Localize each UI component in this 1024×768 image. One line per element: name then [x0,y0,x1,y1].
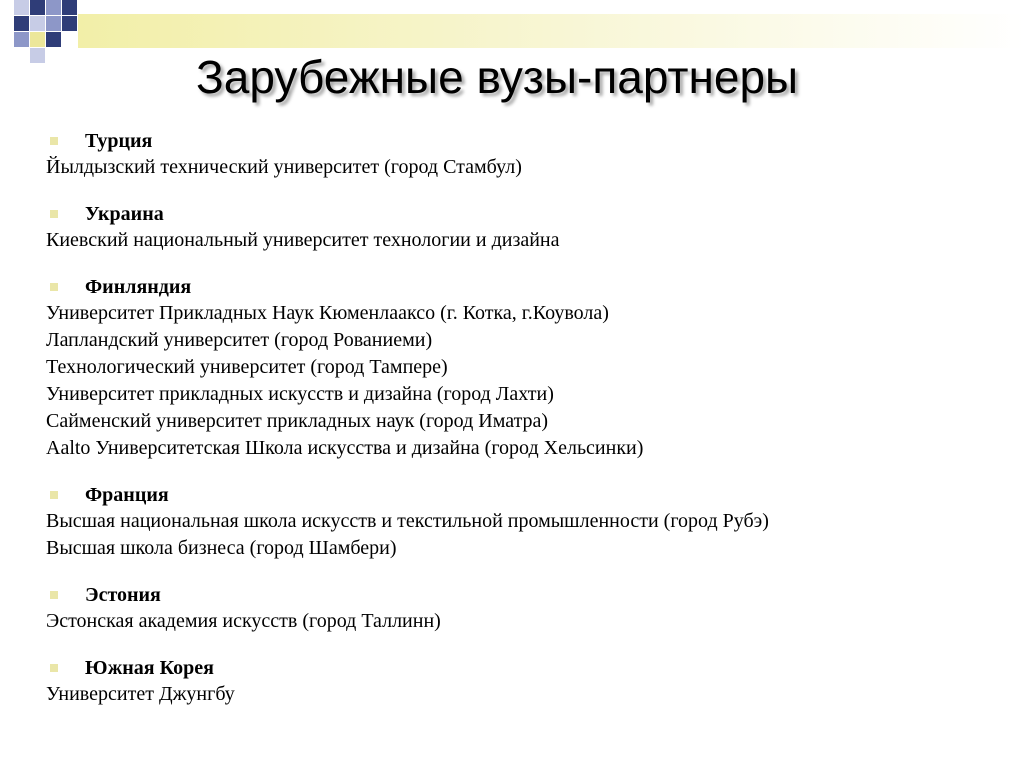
university-item: Лапландский университет (город Рованиеми) [46,329,433,351]
bullet-icon [50,283,58,291]
university-item: Йылдызский технический университет (город Стамбул) [46,156,522,178]
university-item: Университет прикладных искусств и дизайна (город Лахти) [46,383,554,405]
country-name: Финляндия [85,276,192,298]
country-name: Турция [85,130,153,152]
partner-list [46,128,1006,728]
section-ukraine [46,201,1006,254]
country-name: Эстония [85,584,161,606]
university-item: Высшая национальная школа искусств и текстильной промышленности (город Рубэ) [46,510,769,532]
university-item: Высшая школа бизнеса (город Шамбери) [46,537,397,559]
country-heading [46,274,1006,300]
university-item: Эстонская академия искусств (город Таллинн) [46,610,441,632]
bullet-icon [50,591,58,599]
bullet-icon [50,210,58,218]
country-name: Франция [85,484,169,506]
country-heading [46,582,1006,608]
bullet-icon [50,137,58,145]
bullet-icon [50,491,58,499]
country-heading [46,482,1006,508]
section-estonia [46,582,1006,635]
country-name: Южная Корея [85,657,214,679]
country-name: Украина [85,203,164,225]
country-heading [46,655,1006,681]
section-finland [46,274,1006,462]
section-south-korea [46,655,1006,708]
section-france [46,482,1006,562]
decor-top-bar [78,14,1024,48]
country-heading [46,128,1006,154]
section-turkey [46,128,1006,181]
university-item: Технологический университет (город Тампере) [46,356,448,378]
page-title: Зарубежные вузы-партнеры [196,51,799,103]
university-item: Сайменский университет прикладных наук (город Иматра) [46,410,549,432]
university-item: Киевский национальный университет технологии и дизайна [46,229,560,251]
bullet-icon [50,664,58,672]
university-item: Aalto Университетская Школа искусства и дизайна (город Хельсинки) [46,437,644,459]
university-item: Университет Джунгбу [46,683,235,705]
country-heading [46,201,1006,227]
university-item: Университет Прикладных Наук Кюменлааксо (г. Котка, г.Коувола) [46,302,609,324]
